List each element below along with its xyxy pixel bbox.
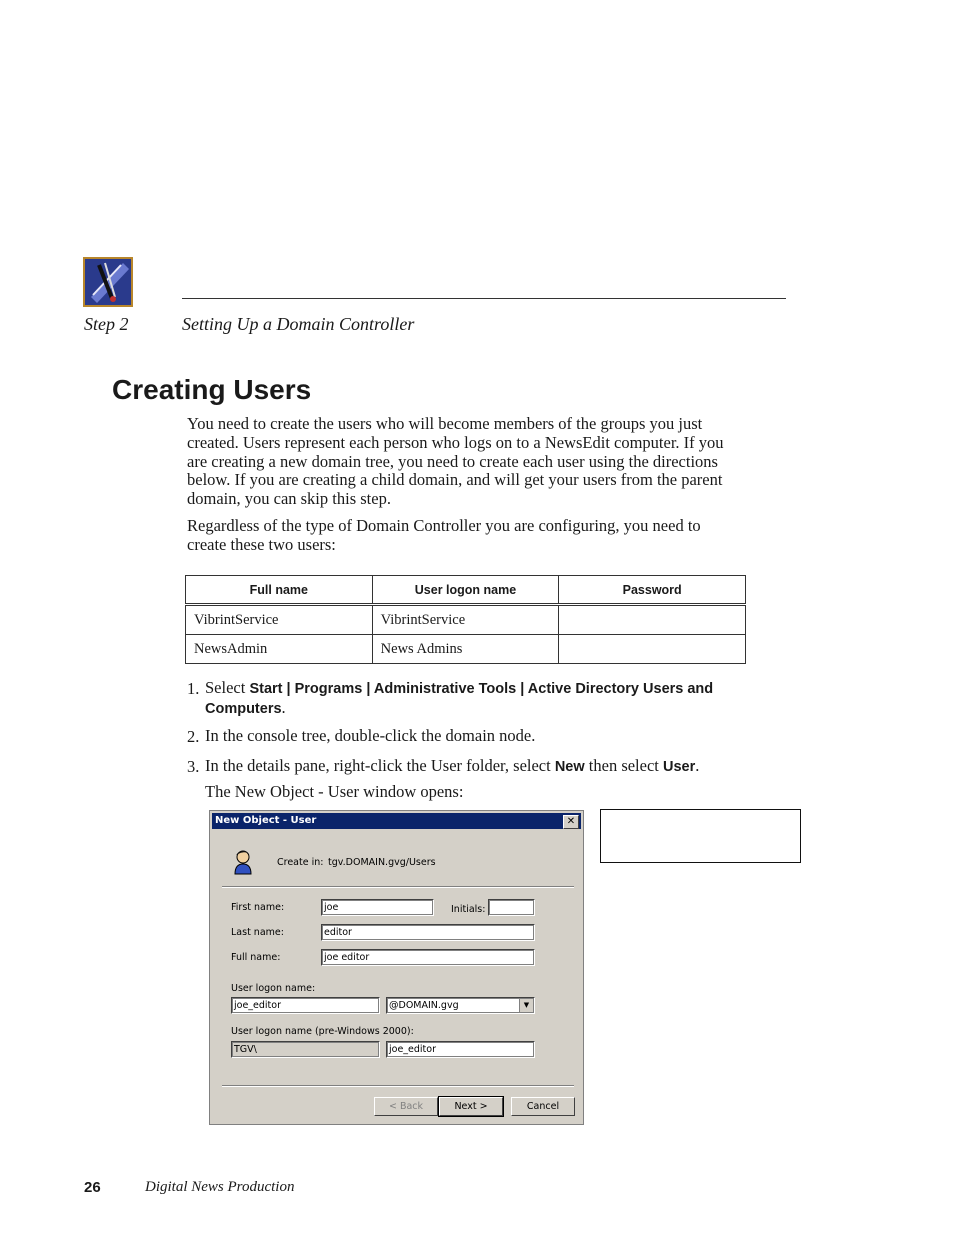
table-row (186, 605, 746, 635)
book-title: Digital News Production (145, 1179, 295, 1195)
back-button[interactable]: < Back (374, 1097, 438, 1116)
menu-path: Start | Programs | Administrative Tools | Active Directory Users and Computers (205, 681, 714, 717)
first-name-label: First name: (231, 902, 285, 913)
close-button[interactable]: ✕ (563, 815, 579, 829)
step-text-mid: then select (584, 756, 663, 775)
chapter-title: Setting Up a Domain Controller (182, 314, 415, 334)
column-header: Password (559, 576, 746, 605)
step-number: 3. (187, 757, 200, 776)
dialog-separator (222, 1085, 574, 1087)
next-button[interactable]: Next > (439, 1097, 503, 1116)
step-text-post: . (281, 697, 286, 717)
create-in-label: Create in: (277, 857, 324, 868)
dialog-title: New Object - User (215, 815, 317, 826)
dialog-separator (222, 886, 574, 888)
table-cell: News Admins (372, 635, 559, 664)
users-table (185, 575, 746, 664)
create-in-path: tgv.DOMAIN.gvg/Users (328, 857, 436, 868)
intro-paragraph: Regardless of the type of Domain Controller you are configuring, you need to create these two users: (187, 516, 701, 554)
new-object-user-dialog (209, 810, 584, 1125)
dialog-title-bar (212, 813, 581, 829)
table-row (186, 635, 746, 664)
table-cell: NewsAdmin (186, 635, 373, 664)
chevron-down-icon[interactable]: ▼ (519, 999, 533, 1012)
table-header-row (186, 576, 746, 605)
step-note: The New Object - User window opens: (205, 782, 464, 801)
table-cell: VibrintService (186, 605, 373, 635)
pre2000-logon-label: User logon name (pre-Windows 2000): (231, 1026, 414, 1037)
section-title: Creating Users (112, 374, 312, 405)
step-text-pre: Select (205, 678, 250, 697)
product-logo (83, 257, 133, 307)
pre2000-logon-field[interactable]: joe_editor (386, 1041, 535, 1058)
step-number: 1. (187, 679, 200, 698)
table-cell: VibrintService (372, 605, 559, 635)
full-name-field[interactable]: joe editor (321, 949, 535, 966)
first-name-field[interactable]: joe (321, 899, 434, 916)
domain-suffix-value: @DOMAIN.gvg (389, 1000, 459, 1011)
step-text (205, 679, 745, 718)
user-icon (232, 849, 254, 878)
page-number: 26 (84, 1179, 101, 1196)
last-name-field[interactable]: editor (321, 924, 535, 941)
pre2000-domain-field: TGV\ (231, 1041, 380, 1058)
step-text (205, 757, 745, 777)
logon-name-label: User logon name: (231, 983, 316, 994)
step-label: Step 2 (84, 314, 129, 334)
initials-label: Initials: (451, 904, 486, 915)
intro-paragraph: You need to create the users who will become members of the groups you just created. Users represent each person who logs on to a NewsEdit computer. If you are creating a new domain tree, you need to create each user using the directions below. If you are creating a child domain, and will get your users from the parent domain, you can skip this step. (187, 414, 724, 509)
last-name-label: Last name: (231, 927, 284, 938)
table-cell (559, 605, 746, 635)
menu-item-new: New (554, 759, 585, 775)
step-text: In the console tree, double-click the domain node. (205, 726, 536, 745)
full-name-label: Full name: (231, 952, 281, 963)
step-text-pre: In the details pane, right-click the User folder, select (205, 756, 555, 775)
table-cell (559, 635, 746, 664)
logon-name-field[interactable]: joe_editor (231, 997, 380, 1014)
step-text-post: . (695, 756, 700, 775)
menu-item-user: User (663, 759, 696, 775)
domain-suffix-select[interactable] (386, 997, 535, 1014)
callout-box (600, 809, 801, 863)
column-header: User logon name (372, 576, 559, 605)
initials-field[interactable] (488, 899, 535, 916)
cancel-button[interactable]: Cancel (511, 1097, 575, 1116)
step-number: 2. (187, 727, 200, 746)
header-rule (182, 298, 786, 299)
column-header: Full name (186, 576, 373, 605)
